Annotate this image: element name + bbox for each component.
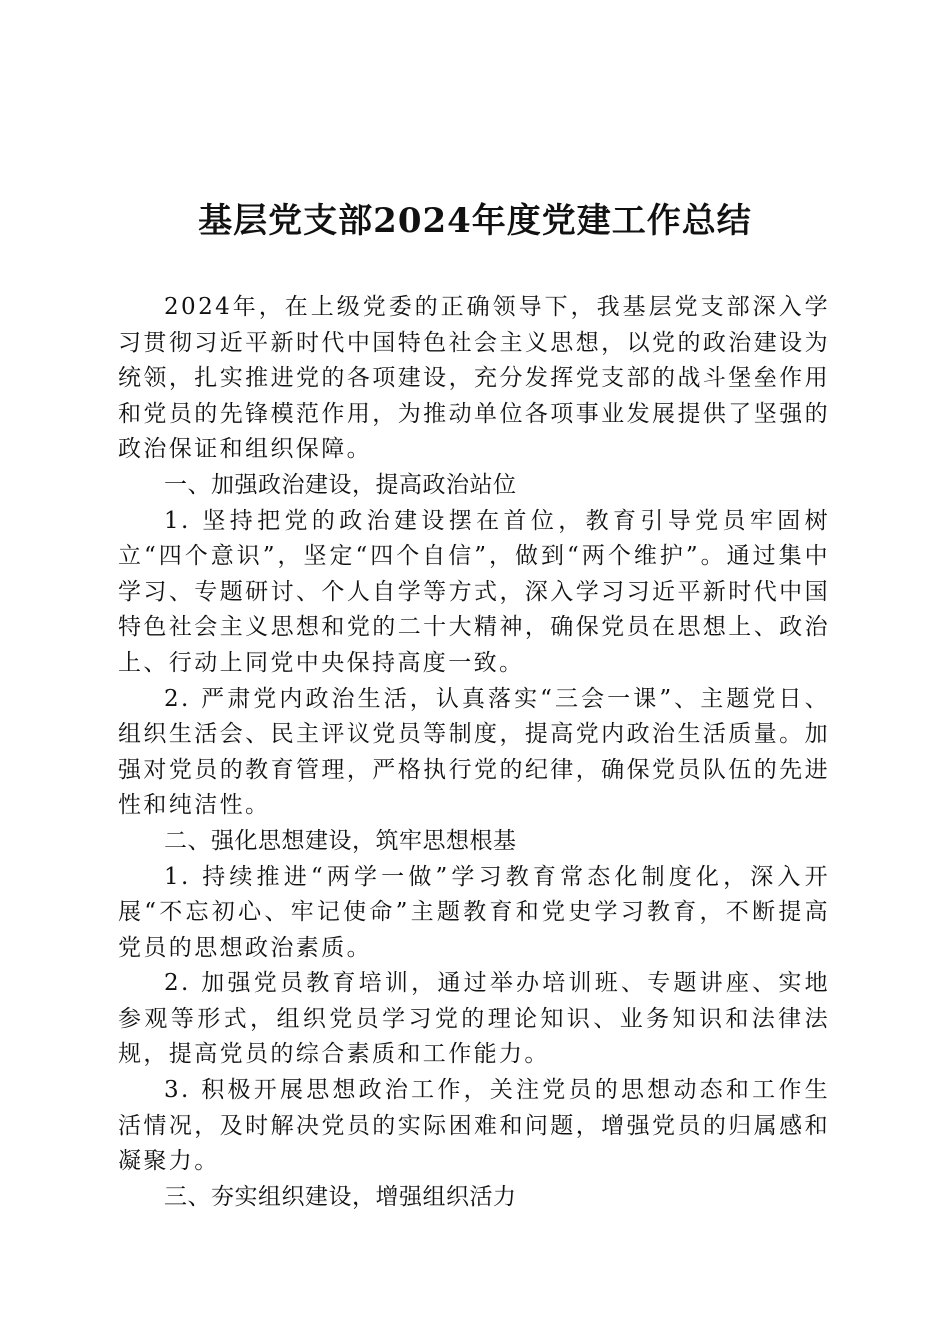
paragraph: 1. 坚持把党的政治建设摆在首位，教育引导党员牢固树立“四个意识”，坚定“四个自信”，做到“两个维护”。通过集中学习、专题研讨、个人自学等方式，深入学习习近平新时代中国特色社会主义思想和党的二十大精神，确保党员在思想上、政治上、行动上同党中央保持高度一致。 (118, 507, 830, 676)
paragraph: 2. 加强党员教育培训，通过举办培训班、专题讲座、实地参观等形式，组织党员学习党的理论知识、业务知识和法律法规，提高党员的综合素质和工作能力。 (118, 970, 830, 1068)
document-body (118, 290, 830, 1215)
paragraph: 3. 积极开展思想政治工作，关注党员的思想动态和工作生活情况，及时解决党员的实际困难和问题，增强党员的归属感和凝聚力。 (118, 1077, 830, 1175)
intro-paragraph: 2024年，在上级党委的正确领导下，我基层党支部深入学习贯彻习近平新时代中国特色社会主义思想，以党的政治建设为统领，扎实推进党的各项建设，充分发挥党支部的战斗堡垒作用和党员的先锋模范作用，为推动单位各项事业发展提供了坚强的政治保证和组织保障。 (118, 294, 830, 463)
paragraph: 1. 持续推进“两学一做”学习教育常态化制度化，深入开展“不忘初心、牢记使命”主题教育和党史学习教育，不断提高党员的思想政治素质。 (118, 863, 830, 961)
section-heading-2: 二、强化思想建设，筑牢思想根基 (164, 827, 517, 854)
section-heading-1: 一、加强政治建设，提高政治站位 (164, 471, 517, 498)
section-heading-3: 三、夯实组织建设，增强组织活力 (164, 1183, 517, 1210)
document-title: 基层党支部2024年度党建工作总结 (198, 201, 752, 241)
paragraph: 2. 严肃党内政治生活，认真落实“三会一课”、主题党日、组织生活会、民主评议党员等制度，提高党内政治生活质量。加强对党员的教育管理，严格执行党的纪律，确保党员队伍的先进性和纯洁性。 (118, 685, 830, 819)
